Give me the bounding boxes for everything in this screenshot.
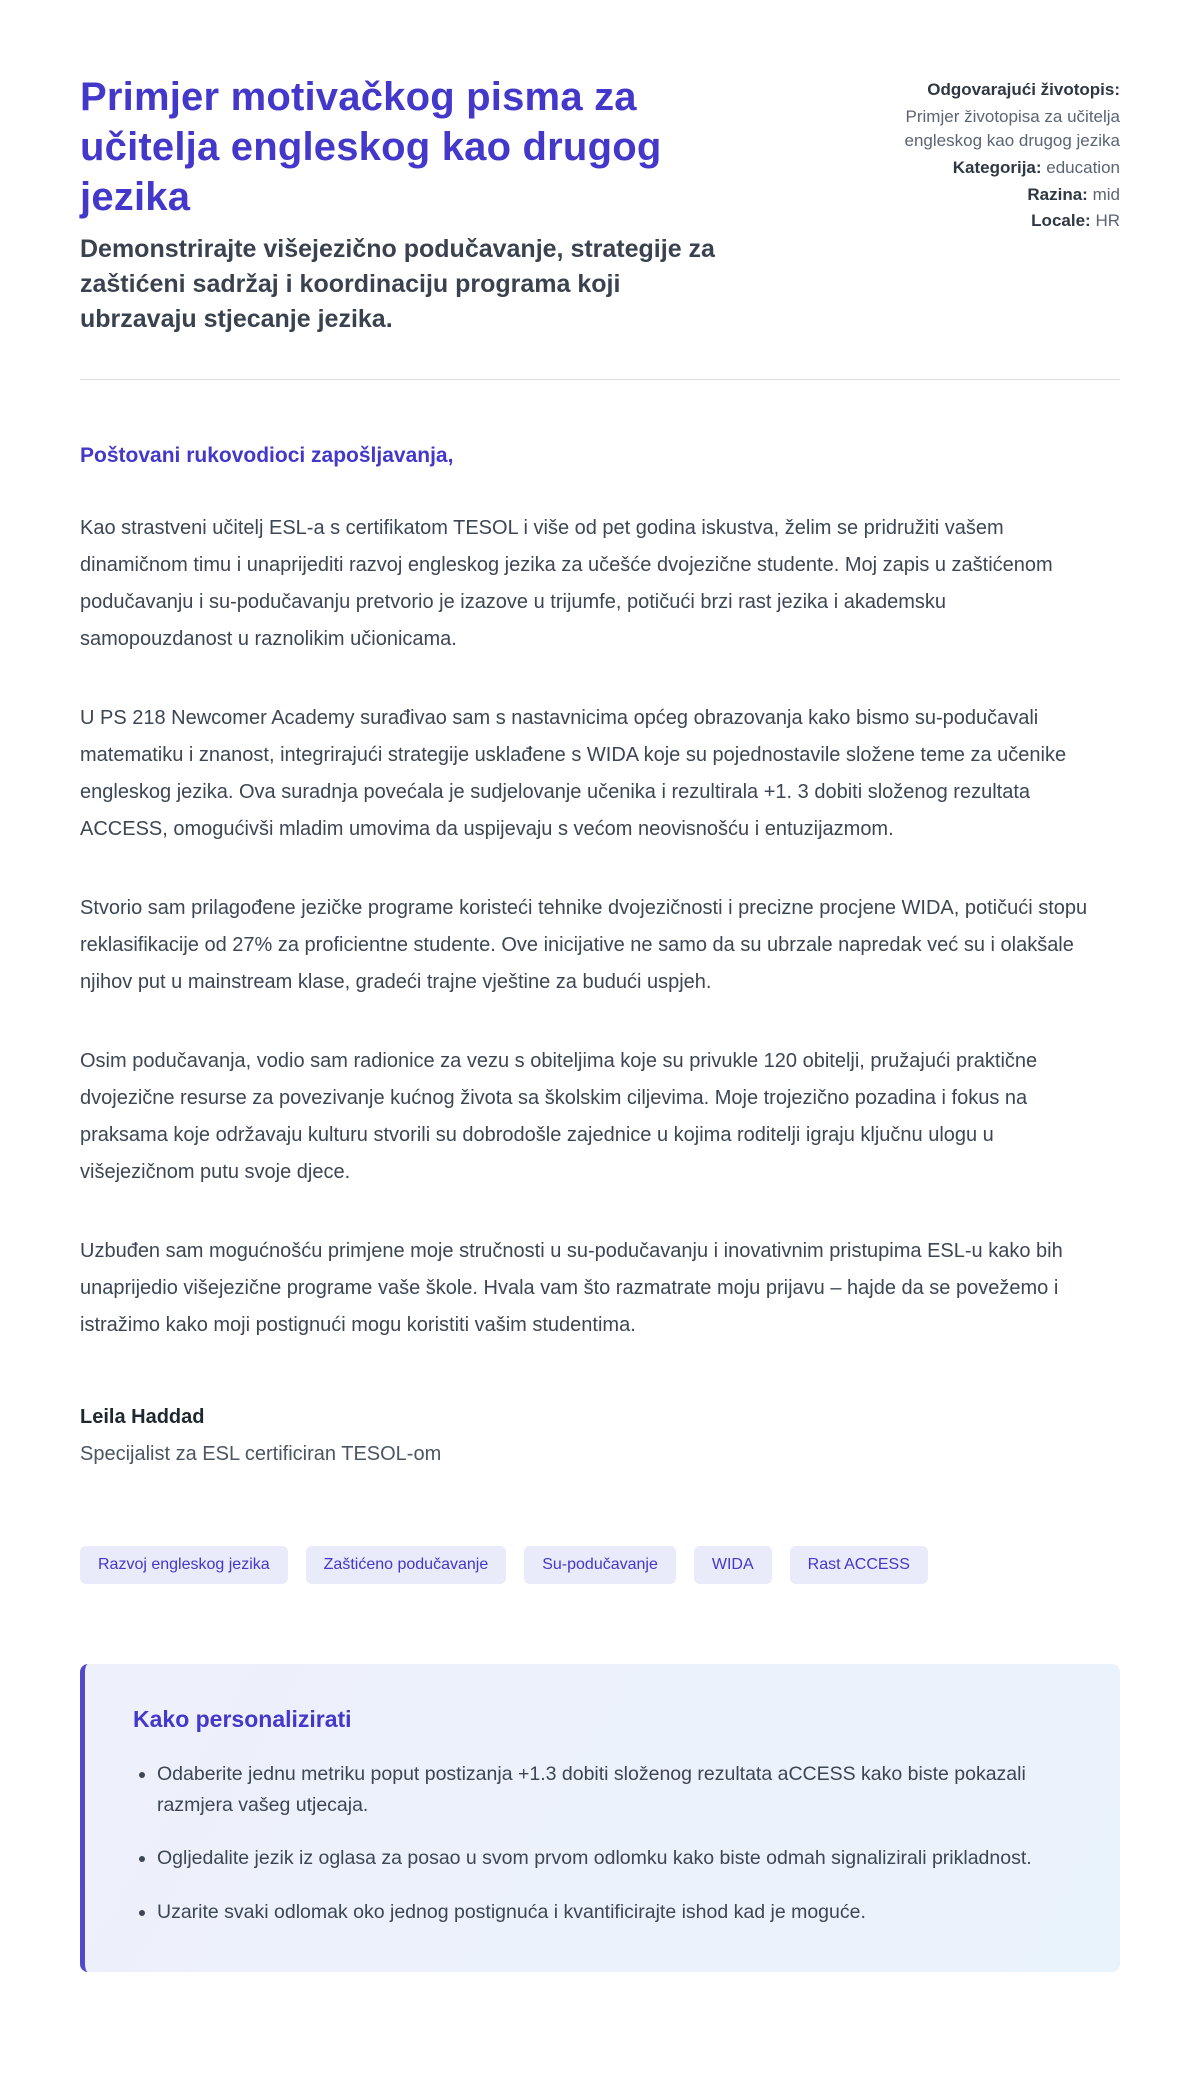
meta-panel [830, 72, 1120, 236]
meta-category-value: education [1046, 157, 1120, 177]
header-divider [80, 379, 1120, 380]
meta-locale [830, 209, 1120, 234]
personalization-item: • Uzarite svaki odlomak oko jednog postignuća i kvantificirajte ishod kad je moguće. [157, 1897, 1067, 1928]
letter-paragraph: Uzbuđen sam mogućnošću primjene moje stručnosti u su-podučavanju i inovativnim pristupima ESL-u kako bih unaprijedio višejezične programe vaše škole. Hvala vam što razmatrate moju prijavu – hajde da se povežemo i istražimo kako moji postignući mogu koristiti vašim studentima. [80, 1240, 1063, 1336]
personalization-item: • Ogljedalite jezik iz oglasa za posao u svom prvom odlomku kako biste odmah signalizirali prikladnost. [157, 1843, 1067, 1874]
tag-chip[interactable]: Zaštićeno podučavanje [306, 1546, 507, 1584]
letter-paragraph: Stvorio sam prilagođene jezičke programe koristeći tehnike dvojezičnosti i precizne procjene WIDA, potičući stopu reklasifikacije od 27% za proficientne studente. Ove inicijative ne samo da su ubrzale napredak već su i olakšale njihov put u mainstream klase, gradeći trajne vještine za budući uspjeh. [80, 897, 1088, 993]
personalization-title: Kako personalizirati [133, 1706, 352, 1732]
personalization-list [127, 1759, 1072, 1928]
tag-list [80, 1546, 1120, 1584]
cover-letter-page [80, 0, 1120, 1982]
tag-chip[interactable]: Rast ACCESS [790, 1546, 928, 1584]
meta-matching-resume-value: Primjer životopisa za učitelja engleskog kao drugog jezika [904, 106, 1120, 151]
personalization-card [80, 1664, 1120, 1972]
tag-chip[interactable]: Razvoj engleskog jezika [80, 1546, 288, 1584]
meta-level-label: Razina: [1027, 184, 1088, 204]
tag-chip[interactable]: WIDA [694, 1546, 772, 1584]
personalization-item: • Odaberite jednu metriku poput postizanja +1.3 dobiti složenog rezultata aCCESS kako biste pokazali razmjera vašeg utjecaja. [157, 1759, 1067, 1821]
salutation: Poštovani rukovodioci zapošljavanja, [80, 444, 454, 467]
meta-level [830, 183, 1120, 208]
meta-matching-resume-label: Odgovarajući životopis: [927, 80, 1120, 99]
signature-title: Specijalist za ESL certificiran TESOL-om [80, 1443, 442, 1465]
letter-paragraph: Osim podučavanja, vodio sam radionice za vezu s obiteljima koje su privukle 120 obitelji, pružajući praktične dvojezične resurse za povezivanje kućnog života sa školskim ciljevima. Moje trojezično pozadina i fokus na praksama koje održavaju kulturu stvorili su dobrodošle zajednice u kojima roditelji igraju ključnu ulogu u višejezičnom putu svoje djece. [80, 1050, 1038, 1183]
letter-paragraph: Kao strastveni učitelj ESL-a s certifikatom TESOL i više od pet godina iskustva, želim se pridružiti vašem dinamičnom timu i unaprijediti razvoj engleskog jezika za učešće dvojezične studente. Moj zapis u zaštićenom podučavanju i su-podučavanju pretvorio je izazove u trijumfe, potičući brzi rast jezika i akademsku samopouzdanost u raznolikim učionicama. [80, 517, 1053, 650]
meta-category-label: Kategorija: [952, 157, 1042, 177]
page-title: Primjer motivačkog pisma za učitelja engleskog kao drugog jezika [80, 75, 662, 219]
meta-category [830, 156, 1120, 181]
signature-block [80, 1406, 1120, 1466]
letter-paragraph: U PS 218 Newcomer Academy surađivao sam s nastavnicima općeg obrazovanja kako bismo su-podučavali matematiku i znanost, integrirajući strategije usklađene s WIDA koje su pojednostavile složene teme za učenike engleskog jezika. Ova suradnja povećala je sudjelovanje učenika i rezultirala +1. 3 dobiti složenog rezultata ACCESS, omogućivši mladim umovima da uspijevaju s većom neovisnošću i entuzijazmom. [80, 707, 1067, 840]
header-left [80, 72, 730, 337]
meta-level-value: mid [1092, 184, 1120, 204]
letter-body [80, 444, 1120, 1466]
page-subtitle: Demonstrirajte višejezično podučavanje, strategije za zaštićeni sadržaj i koordinaciju programa koji ubrzavaju stjecanje jezika. [80, 235, 715, 333]
meta-locale-label: Locale: [1031, 211, 1091, 231]
page-header [80, 72, 1120, 337]
tag-chip[interactable]: Su-podučavanje [524, 1546, 676, 1584]
signature-name: Leila Haddad [80, 1406, 205, 1428]
meta-locale-value: HR [1095, 211, 1120, 231]
